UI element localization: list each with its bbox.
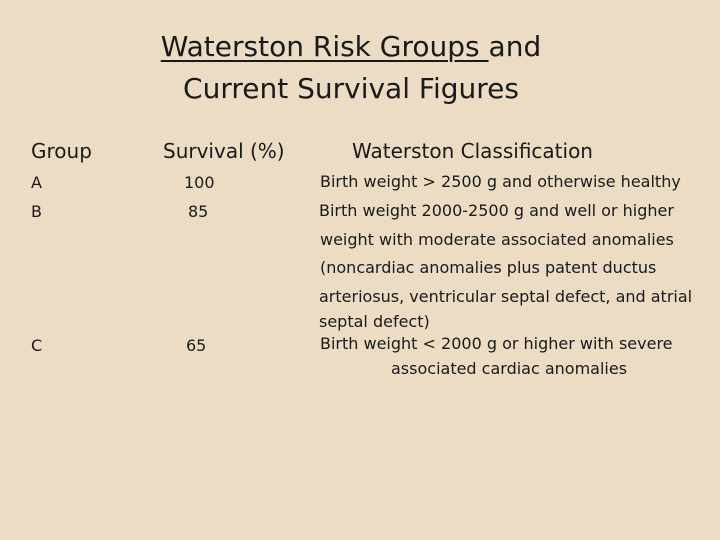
- title-underlined-text: Waterston Risk Groups: [160, 30, 489, 63]
- classification-cell-c: [320, 331, 710, 381]
- title-line1-rest: and: [488, 30, 542, 63]
- classification-cell-b: [319, 197, 709, 333]
- header-classification: Waterston Classification: [352, 139, 593, 163]
- classification-line: associated cardiac anomalies: [391, 359, 628, 378]
- survival-cell-a: 100: [184, 173, 215, 192]
- classification-line: weight with moderate associated anomalies: [320, 229, 674, 249]
- survival-cell-b: 85: [188, 202, 209, 221]
- classification-line: Birth weight 2000-2500 g and well or higher: [319, 201, 674, 220]
- classification-line: septal defect): [319, 312, 430, 331]
- classification-line: Birth weight > 2500 g and otherwise healthy: [320, 172, 681, 191]
- group-cell-c: C: [31, 336, 43, 355]
- classification-line: arteriosus, ventricular septal defect, and atrial: [319, 286, 693, 306]
- group-cell-a: A: [31, 173, 42, 192]
- group-cell-b: B: [31, 202, 42, 221]
- survival-cell-c: 65: [186, 336, 207, 355]
- classification-line: (noncardiac anomalies plus patent ductus: [320, 258, 657, 277]
- title-line2: Current Survival Figures: [183, 72, 519, 105]
- classification-cell-a: [320, 168, 710, 196]
- classification-line: Birth weight < 2000 g or higher with severe: [320, 334, 673, 353]
- header-survival: Survival (%): [163, 139, 285, 163]
- slide-title: [0, 26, 702, 110]
- header-group: Group: [31, 139, 92, 163]
